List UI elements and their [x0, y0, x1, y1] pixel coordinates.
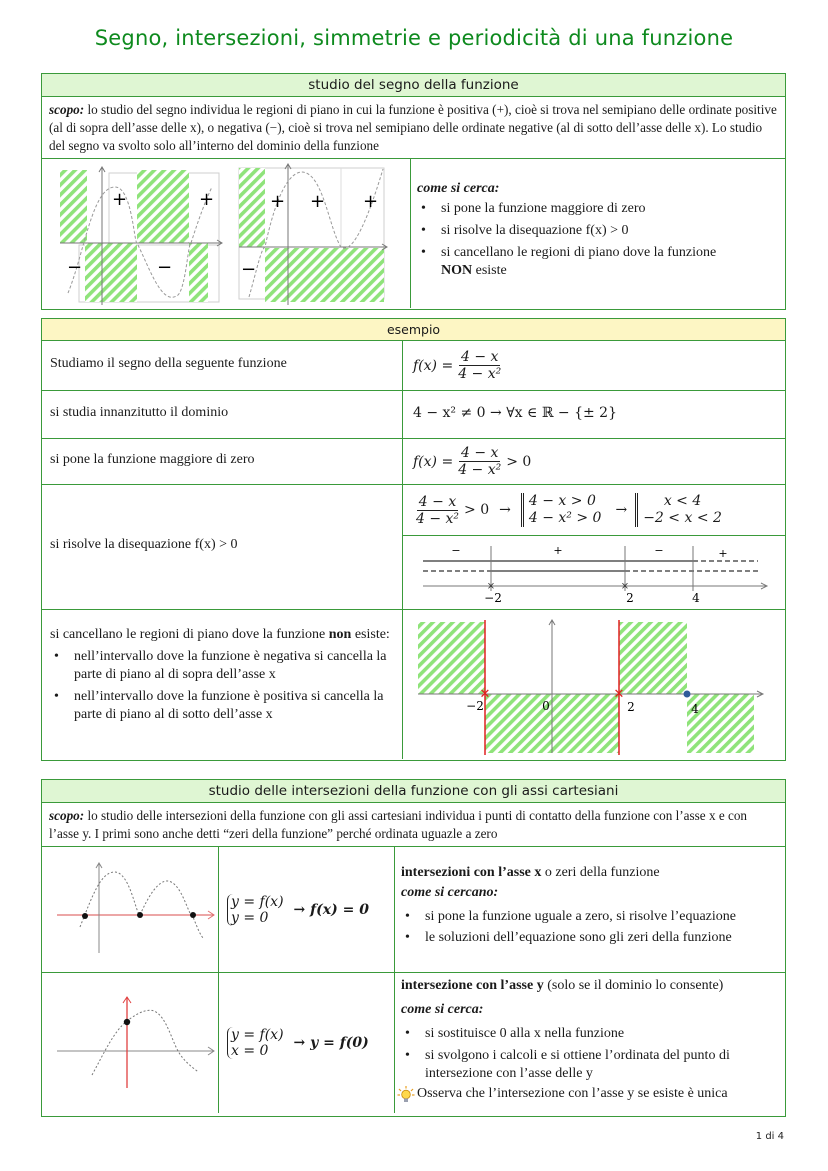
system-line: 4 − x > 0 [528, 493, 596, 509]
how-to-find-sign [410, 159, 784, 308]
fraction [414, 494, 461, 527]
axis-label: −2 [466, 699, 484, 713]
scope-label: scopo: [49, 808, 85, 823]
cancel-bullet: • nell’intervallo dove la funzione è negativa si cancella la parte di piano al di sopra dell’asse x [50, 648, 394, 684]
y-note-text: Osserva che l’intersezione con l’asse y se esiste è unica [417, 1086, 728, 1101]
sign-plus: + [112, 189, 128, 210]
system-1 [521, 493, 602, 527]
inequality-systems [403, 485, 785, 536]
cancel-intro-tail: esiste: [351, 627, 390, 642]
sign-graphs [42, 159, 410, 308]
sign-minus: − [241, 259, 257, 280]
domain-expression: 4 − x² ≠ 0 → ∀x ∈ ℝ − {± 2} [402, 391, 785, 438]
inequality-rhs: > 0 [506, 453, 532, 470]
tick-label: −2 [484, 591, 502, 605]
tick-label: 2 [626, 591, 634, 605]
denominator: 4 − x² [458, 366, 502, 382]
arrow-icon: → [499, 502, 511, 518]
sign-chart [403, 536, 783, 608]
scope-text: lo studio delle intersezioni della funzione con gli assi cartesiani individua i punti di contatto della funzione con l’asse x e con l’asse y. I primi sono anche detti “zeri della funzione” perché ordinata uguazle a zero [49, 808, 748, 841]
axis-label: 2 [627, 700, 635, 714]
cancel-intro-text: si cancellano le regioni di piano dove la funzione [50, 627, 329, 642]
cancel-bullet: • nell’intervallo dove la funzione è positiva si cancella la parte di piano al di sotto dell’asse x [50, 688, 394, 724]
intersections-header: studio delle intersezioni della funzione con gli assi cartesiani [42, 780, 785, 803]
intersections-scope [42, 803, 785, 846]
sign-study-box [41, 73, 786, 310]
function-lhs: f(x) = [413, 357, 454, 374]
step-item [417, 244, 776, 280]
denominator: 4 − x² [416, 510, 460, 527]
title-rest: o zeri della funzione [541, 865, 660, 880]
example-row-label: Studiamo il segno della seguente funzione [50, 356, 287, 371]
numerator: 4 − x [460, 349, 499, 365]
sign-plus: + [718, 547, 728, 560]
sign-study-header: studio del segno della funzione [42, 74, 785, 97]
system-result: → f(x) = 0 [293, 901, 369, 918]
x-intersection-title [401, 863, 781, 883]
system-line: x = 0 [231, 1043, 269, 1059]
y-intersection-system [218, 973, 394, 1113]
sign-plus: + [553, 544, 563, 557]
cancel-graph [402, 610, 785, 759]
arrow-icon: → [615, 502, 628, 518]
svg-text:✕: ✕ [613, 687, 625, 702]
example-header: esempio [42, 319, 785, 341]
how-label: come si cerca: [401, 1002, 484, 1017]
how-label: come si cerca: [417, 181, 500, 196]
system-line: x < 4 [663, 493, 702, 509]
numerator: 4 − x [460, 445, 499, 461]
title-bold: intersezioni con l’asse x [401, 865, 542, 880]
x-bullet: • si pone la funzione uguale a zero, si risolve l’equazione [401, 906, 781, 927]
example-row-label: si risolve la disequazione f(x) > 0 [50, 537, 238, 552]
system-result: → y = f(0) [293, 1035, 369, 1051]
system-2 [635, 493, 722, 527]
step-bold: NON [441, 263, 473, 278]
y-intersection-info [394, 973, 785, 1113]
x-intersection-info [394, 847, 785, 972]
sign-plus: + [199, 189, 215, 210]
inequality-setup [402, 439, 785, 484]
intersections-box [41, 779, 786, 1117]
axis-label: 0 [542, 699, 550, 713]
svg-text:×: × [486, 581, 496, 592]
cancelled-regions-graph [403, 610, 783, 758]
scope-label: scopo: [49, 102, 85, 117]
sign-study-scope [42, 97, 785, 158]
cancel-explanation [42, 610, 402, 759]
y-bullet: • si svolgono i calcoli e si ottiene l’ordinata del punto di intersezione con l’asse delle y [401, 1047, 781, 1083]
system-line: y = 0 [231, 909, 269, 926]
system-line: y = f(x) [231, 1027, 284, 1043]
step-item: • si pone la funzione maggiore di zero [417, 200, 776, 218]
function-lhs: f(x) = [413, 453, 454, 470]
sign-plus: + [270, 191, 286, 212]
x-bullet: • le soluzioni dell’equazione sono gli zeri della funzione [401, 927, 781, 948]
y-intersection-title [401, 976, 781, 996]
system-brace [227, 894, 284, 926]
scope-text: lo studio del segno individua le regioni di piano in cui la funzione è positiva (+), cioè si trova nel semipiano delle ordinate positive (al di sopra dell’asse delle x), o negativa (−), cioè si trova nel semipiano delle ordinate negative (al di sotto dell’asse delle x). Lo studio del segno va svolto solo all’interno del dominio della funzione [49, 102, 777, 153]
title-rest: (solo se il dominio lo consente) [543, 978, 724, 993]
title-bold: intersezione con l’asse y [401, 978, 544, 993]
y-note [397, 1084, 781, 1104]
svg-text:×: × [620, 581, 630, 592]
zeros-graph [42, 847, 218, 971]
y-intercept-graph [42, 973, 218, 1113]
step-text: si cancellano le regioni di piano dove la funzione [441, 245, 717, 260]
tick-label: 4 [692, 591, 700, 605]
sign-plus: + [310, 191, 326, 212]
cancel-intro [50, 626, 394, 644]
sign-minus: − [654, 544, 664, 557]
function-definition [402, 341, 785, 390]
system-line: −2 < x < 2 [643, 510, 722, 526]
example-box [41, 318, 786, 761]
fraction [456, 445, 503, 478]
axis-label: 4 [691, 702, 699, 716]
numerator: 4 − x [418, 493, 457, 510]
sign-minus: − [157, 257, 173, 278]
page-title: Segno, intersezioni, simmetrie e periodicità di una funzione [94, 26, 734, 50]
system-line: y = f(x) [231, 893, 284, 910]
step-text: si risolve la disequazione f(x) > 0 [441, 223, 629, 238]
system-line: 4 − x² > 0 [528, 510, 602, 526]
inequality-solution [402, 485, 785, 609]
sign-graph-1 [54, 159, 234, 309]
fraction [456, 349, 503, 382]
step-tail: esiste [472, 263, 507, 278]
system-brace [227, 1027, 284, 1059]
example-row-label: si pone la funzione maggiore di zero [50, 452, 255, 467]
page-number: 1 di 4 [755, 1131, 784, 1142]
lightbulb-icon [397, 1085, 415, 1103]
svg-text:✕: ✕ [479, 687, 491, 702]
sign-graph-2 [235, 159, 395, 309]
step-item [417, 222, 776, 240]
how-label: come si cercano: [401, 885, 499, 900]
sign-minus: − [67, 257, 83, 278]
x-intersection-system [218, 847, 394, 972]
denominator: 4 − x² [458, 462, 502, 478]
greater-than-zero: > 0 [464, 502, 490, 518]
y-intersection-graph [42, 973, 218, 1113]
x-intersection-graph [42, 847, 218, 972]
cancel-intro-bold: non [328, 627, 352, 642]
sign-minus: − [451, 544, 461, 557]
sign-plus: + [363, 191, 379, 212]
example-row-label: si studia innanzitutto il dominio [50, 405, 229, 420]
y-bullet: • si sostituisce 0 alla x nella funzione [401, 1025, 781, 1043]
